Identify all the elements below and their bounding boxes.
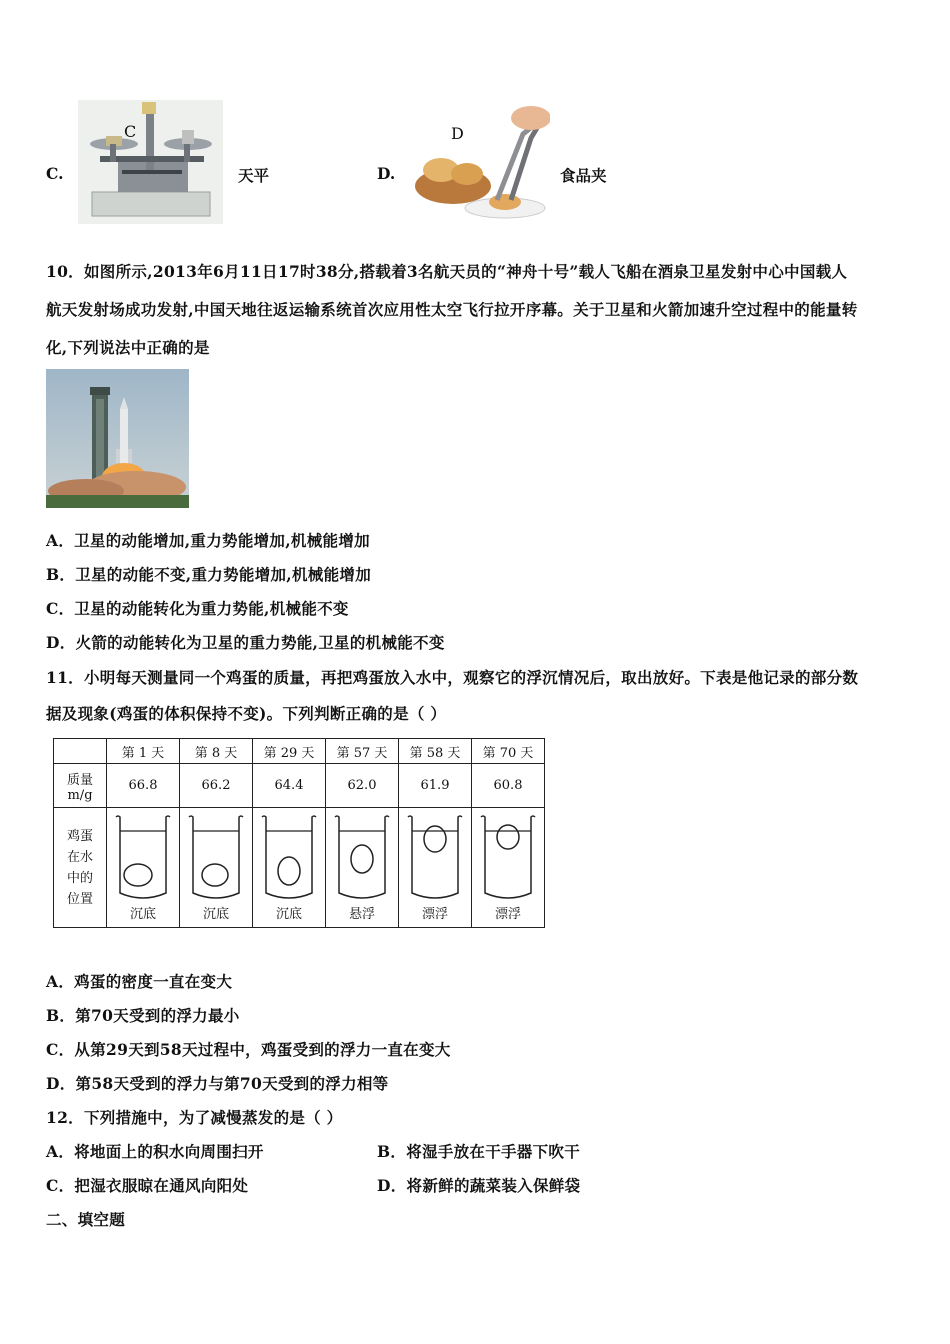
egg-state-label: 沉底 — [129, 907, 156, 922]
option-d-text: 食品夹 — [560, 166, 607, 185]
q12-option-c: C．把湿衣服晾在通风向阳处 — [46, 1176, 249, 1195]
mass-label-line-2: m/g — [67, 787, 93, 803]
q12-stem: 12．下列措施中，为了减慢蒸发的是（ ） — [46, 1108, 343, 1127]
position-label-line: 在水 — [66, 849, 93, 865]
position-label-line: 鸡蛋 — [66, 828, 93, 844]
table-header-row — [54, 739, 545, 764]
mass-value: 64.4 — [253, 764, 326, 808]
table-position-row — [54, 808, 545, 928]
food-tongs-image — [413, 104, 550, 222]
egg-state-label: 漂浮 — [494, 907, 521, 922]
day-header: 第 58 天 — [399, 739, 472, 764]
beaker-sink-icon — [112, 813, 174, 903]
mass-value: 62.0 — [326, 764, 399, 808]
option-c-text: 天平 — [238, 166, 270, 185]
egg-position-cell — [253, 808, 326, 928]
section-heading: 二、填空题 — [46, 1210, 126, 1229]
q10-option-a: A．卫星的动能增加,重力势能增加,机械能增加 — [46, 531, 370, 550]
position-label-line: 中的 — [66, 870, 93, 886]
q10-option-c: C．卫星的动能转化为重力势能,机械能不变 — [46, 599, 349, 618]
q12-option-b: B．将湿手放在干手器下吹干 — [377, 1142, 581, 1161]
rocket-launch-photo — [46, 369, 189, 508]
egg-data-table-wrapper — [53, 738, 545, 928]
mass-value: 66.8 — [107, 764, 180, 808]
q12-option-a: A．将地面上的积水向周围扫开 — [46, 1142, 264, 1161]
egg-position-cell — [472, 808, 545, 928]
table-mass-row — [54, 764, 545, 808]
position-label-cell — [54, 808, 107, 928]
day-header: 第 8 天 — [180, 739, 253, 764]
rocket-launch-illustration — [46, 369, 189, 508]
mass-label-line-1: 质量 — [66, 772, 93, 788]
egg-data-table — [53, 738, 545, 928]
egg-state-label: 漂浮 — [421, 907, 448, 922]
q10-option-d: D．火箭的动能转化为卫星的重力势能,卫星的机械能不变 — [46, 633, 445, 652]
egg-position-cell — [399, 808, 472, 928]
q11-stem-line-1: 11．小明每天测量同一个鸡蛋的质量，再把鸡蛋放入水中，观察它的浮沉情况后，取出放好。下表是他记录的部分数 — [46, 668, 859, 687]
day-header: 第 29 天 — [253, 739, 326, 764]
balance-scale-image — [78, 100, 223, 224]
beaker-sink-icon — [185, 813, 247, 903]
q11-option-d: D．第58天受到的浮力与第70天受到的浮力相等 — [46, 1074, 389, 1093]
egg-state-label: 沉底 — [202, 907, 229, 922]
q10-stem-line-3: 化,下列说法中正确的是 — [46, 338, 210, 357]
food-tongs-illustration — [413, 104, 550, 222]
balance-scale-illustration — [78, 100, 223, 224]
day-header: 第 1 天 — [107, 739, 180, 764]
q11-option-b: B．第70天受到的浮力最小 — [46, 1006, 240, 1025]
egg-position-cell — [180, 808, 253, 928]
option-d-letter: D. — [377, 164, 396, 183]
table-corner-cell — [54, 739, 107, 764]
day-header: 第 57 天 — [326, 739, 399, 764]
q10-stem-line-2: 航天发射场成功发射,中国天地往返运输系统首次应用性太空飞行拉开序幕。关于卫星和火箭加速升空过程中的能量转 — [46, 300, 858, 319]
egg-position-cell — [326, 808, 399, 928]
mass-value: 66.2 — [180, 764, 253, 808]
option-c-letter: C. — [46, 164, 64, 183]
mass-label-cell — [54, 764, 107, 808]
mass-value: 61.9 — [399, 764, 472, 808]
mass-value: 60.8 — [472, 764, 545, 808]
q12-option-d: D．将新鲜的蔬菜装入保鲜袋 — [377, 1176, 581, 1195]
q11-option-c: C．从第29天到58天过程中，鸡蛋受到的浮力一直在变大 — [46, 1040, 451, 1059]
figure-label-c: C — [124, 122, 137, 141]
figure-label-d: D — [451, 124, 464, 143]
q10-stem-line-1: 10．如图所示,2013年6月11日17时38分,搭载着3名航天员的“神舟十号”载人飞船在酒泉卫星发射中心中国载人 — [46, 262, 848, 281]
position-label-line: 位置 — [66, 891, 93, 907]
egg-state-label: 悬浮 — [348, 907, 375, 922]
egg-state-label: 沉底 — [275, 907, 302, 922]
beaker-float-icon — [404, 813, 466, 903]
q11-stem-line-2: 据及现象(鸡蛋的体积保持不变)。下列判断正确的是（ ） — [46, 704, 447, 723]
beaker-sink-icon — [258, 813, 320, 903]
beaker-suspend-icon — [331, 813, 393, 903]
q10-option-b: B．卫星的动能不变,重力势能增加,机械能增加 — [46, 565, 371, 584]
day-header: 第 70 天 — [472, 739, 545, 764]
egg-position-cell — [107, 808, 180, 928]
q11-option-a: A．鸡蛋的密度一直在变大 — [46, 972, 233, 991]
beaker-float-icon — [477, 813, 539, 903]
